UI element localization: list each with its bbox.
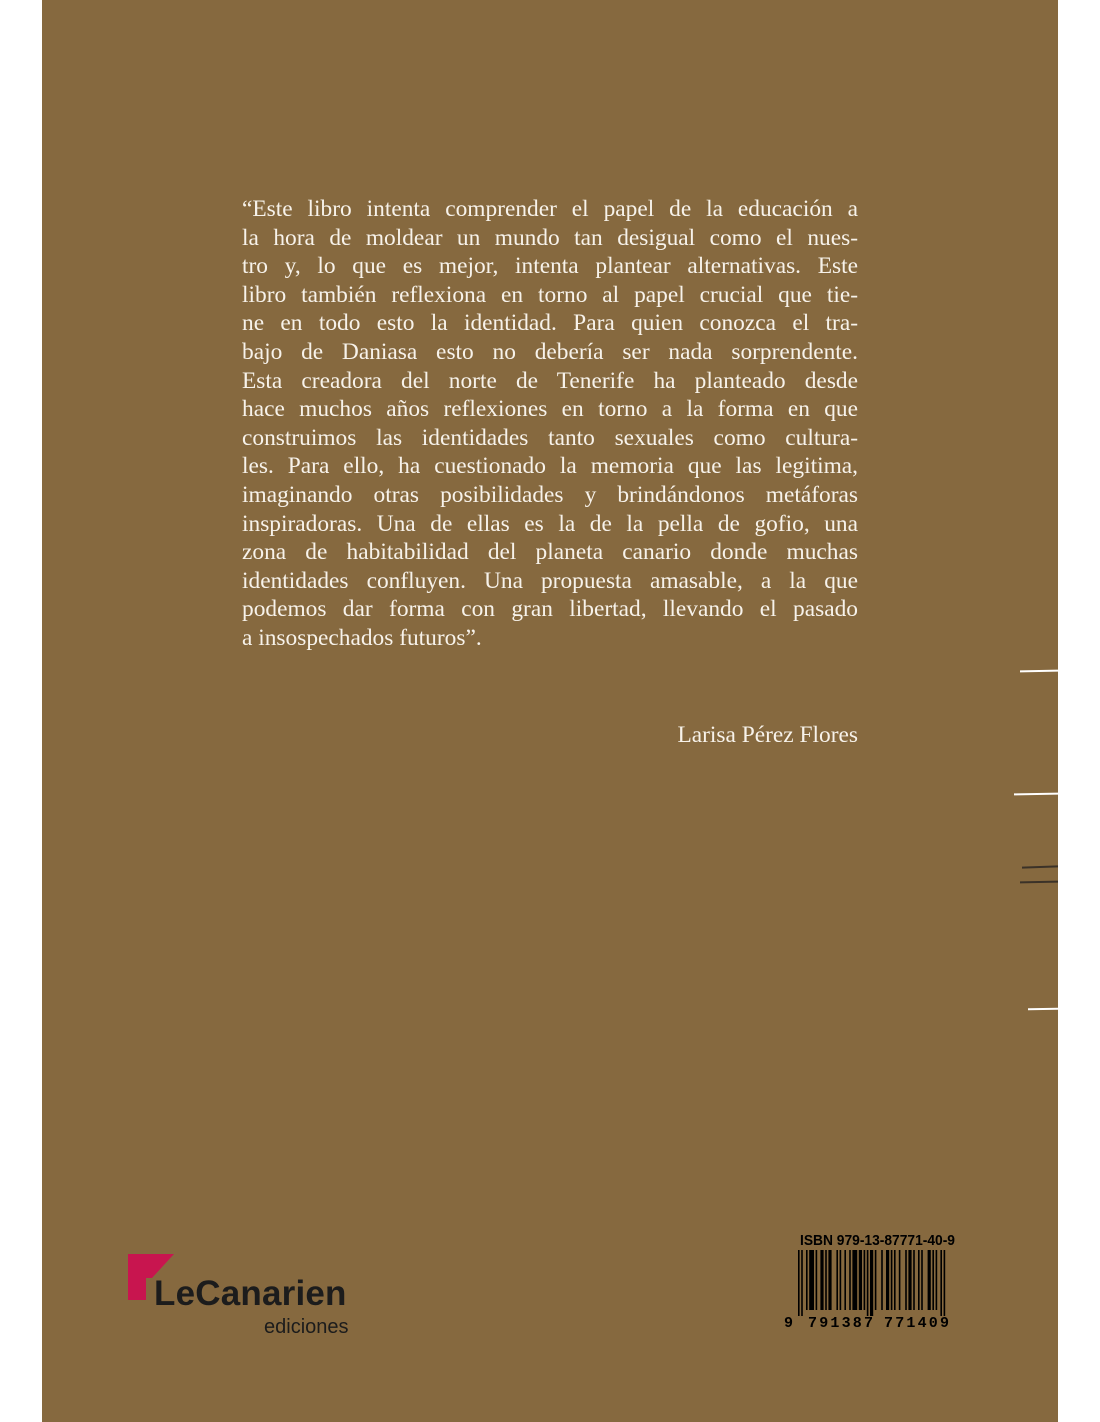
barcode-bar [875,1250,877,1310]
barcode-bar [820,1250,823,1310]
back-cover [42,0,1058,1422]
barcode-bar [928,1250,931,1310]
quote-line: zona de habitabilidad del planeta canario donde muchas [242,539,858,566]
barcode-bar [816,1250,818,1310]
barcode-bar [852,1250,857,1310]
barcode-bar [859,1250,862,1310]
barcode-bar [940,1250,942,1316]
isbn-label: ISBN 979-13-87771-40-9 [800,1232,955,1249]
barcode-bar [936,1250,938,1310]
quote-line: libro también reflexiona en torno al papel crucial que tie- [242,281,858,308]
barcode-bar [944,1250,946,1316]
barcode-bar [867,1250,869,1316]
barcode-bar [932,1250,934,1310]
decorative-mark [1022,865,1058,868]
decorative-mark [1014,793,1058,796]
barcode-bar [849,1250,851,1310]
barcode-bar [899,1250,901,1310]
quote-line: ne en todo esto la identidad. Para quien conozca el tra- [242,310,858,337]
barcode-bar [801,1250,803,1316]
barcode-first-digit: 9 [784,1315,794,1332]
quote-line: hace muchos años reflexiones en torno a la forma en que [242,396,858,423]
barcode-bar [905,1250,907,1310]
barcode-bar [908,1250,911,1310]
quote-line: inspiradoras. Una de ellas es la de la pella de gofio, una [242,510,858,537]
publisher-name: LeCanarien [154,1274,347,1313]
barcode-bar [913,1250,915,1310]
quote-line: a insospechados futuros”. [242,624,482,651]
publisher-subtitle: ediciones [264,1316,349,1338]
quote-line: Esta creadora del norte de Tenerife ha planteado desde [242,367,858,394]
barcode-bar [891,1250,893,1310]
quote-line: les. Para ello, ha cuestionado la memoria que las legitima, [242,453,858,480]
decorative-mark [1020,881,1058,884]
quote-line: bajo de Daniasa esto no debería ser nada sorprendente. [242,338,858,365]
barcode-bar [828,1250,831,1310]
publisher-logo [128,1254,388,1344]
barcode-bar [844,1250,846,1310]
blurb-quote [242,195,858,653]
barcode-bar [840,1250,842,1310]
barcode-bar [864,1250,866,1310]
barcode-bar [825,1250,827,1310]
quote-line: la hora de moldear un mundo tan desigual como el nues- [242,224,858,251]
quote-line: identidades confluyen. Una propuesta amasable, a la que [242,567,858,594]
quote-line: podemos dar forma con gran libertad, llevando el pasado [242,596,858,623]
barcode-bar [798,1250,800,1316]
barcode-bar [870,1250,873,1316]
barcode-right-digits: 771409 [884,1315,952,1332]
barcode-left-digits: 791387 [808,1315,876,1332]
barcode-bar [894,1250,896,1310]
barcode-bar [809,1250,814,1310]
quote-line: “Este libro intenta comprender el papel de la educación a [242,196,858,222]
barcode-icon [784,1250,974,1316]
barcode-bar [806,1250,808,1310]
quote-author: Larisa Pérez Flores [677,722,858,748]
barcode-bar [918,1250,920,1310]
quote-line: tro y, lo que es mejor, intenta plantear alternativas. Este [242,253,858,280]
isbn-barcode [784,1230,974,1340]
barcode-bar [921,1250,923,1310]
barcode-bar [836,1250,838,1310]
barcode-bar [881,1250,883,1310]
barcode-bar [886,1250,889,1310]
decorative-mark [1028,1008,1058,1011]
quote-line: imaginando otras posibilidades y brindándonos metáforas [242,481,858,508]
decorative-mark [1020,670,1058,673]
quote-line: construimos las identidades tanto sexuales como cultura- [242,424,858,451]
